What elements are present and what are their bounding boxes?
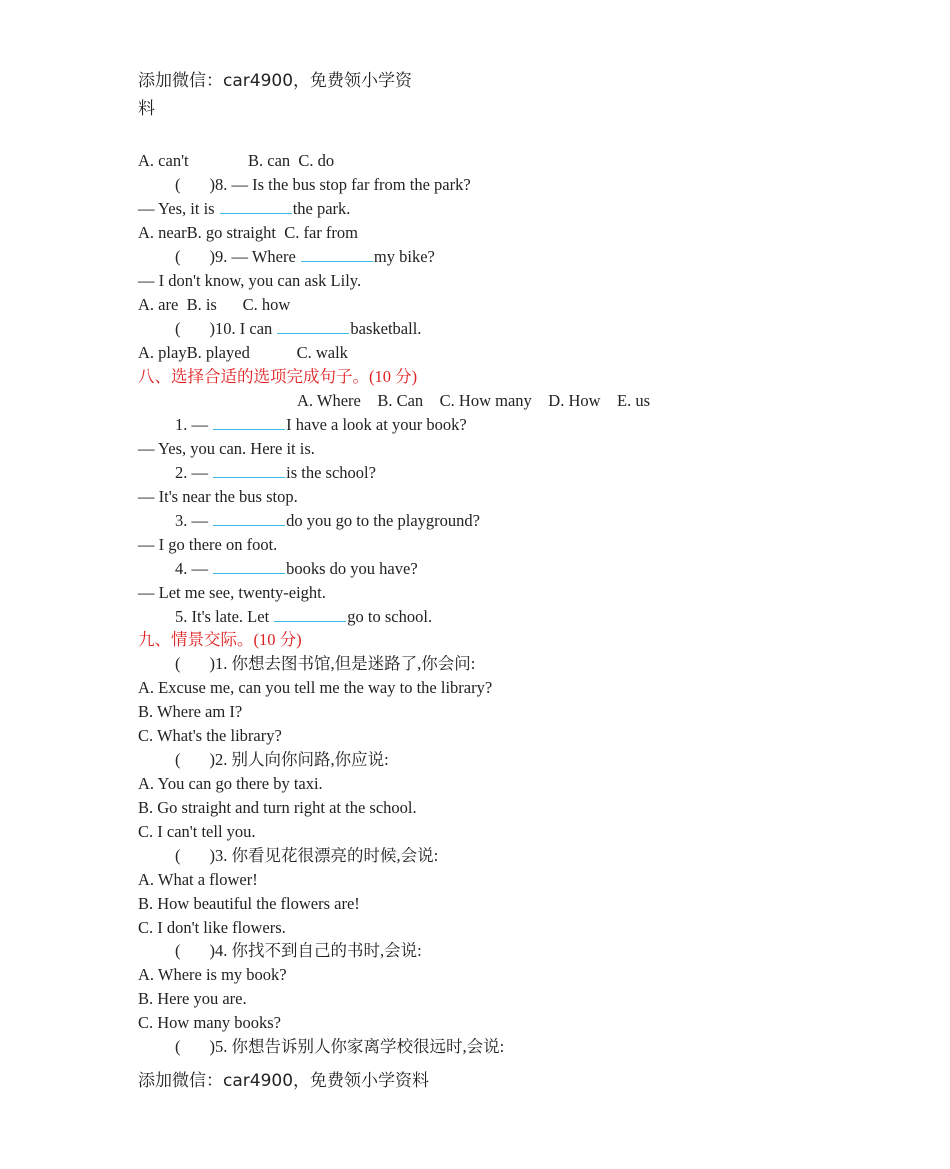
section8-title: 八、选择合适的选项完成句子。(10 分) <box>138 367 418 386</box>
fill-blank[interactable] <box>220 198 292 214</box>
fill-blank[interactable] <box>213 510 285 526</box>
section8-options: A. Where B. Can C. How many D. How E. us <box>297 391 651 410</box>
section8-item-4: 4. — books do you have? <box>175 559 418 578</box>
q9-answer: — I don't know, you can ask Lily. <box>138 271 362 290</box>
q7-option-c: C. do <box>298 151 335 170</box>
answer-paren[interactable] <box>175 940 215 962</box>
section9-item-3-option-c: C. I don't like flowers. <box>138 918 286 937</box>
watermark-bottom: 添加微信：car4900，免费领小学资料 <box>138 1071 430 1091</box>
section8-item-3: 3. — do you go to the playground? <box>175 511 480 530</box>
section9-item-2-option-c: C. I can't tell you. <box>138 822 256 841</box>
section9-item-4-option-a: A. Where is my book? <box>138 965 287 984</box>
q7-options <box>138 150 334 172</box>
section9-item-2-option-b: B. Go straight and turn right at the school. <box>138 798 417 817</box>
watermark-top-line2: 料 <box>138 99 155 119</box>
answer-paren[interactable] <box>175 653 215 675</box>
section8-item-1: 1. — I have a look at your book? <box>175 415 467 434</box>
q7-option-b: B. can <box>248 151 291 170</box>
section8-item-2-answer: — It's near the bus stop. <box>138 487 298 506</box>
section8-item-1-answer: — Yes, you can. Here it is. <box>138 439 315 458</box>
section9-item-4-option-c: C. How many books? <box>138 1013 281 1032</box>
q8-question: ( )8. — Is the bus stop far from the park? <box>175 174 471 196</box>
fill-blank[interactable] <box>274 606 346 622</box>
section9-item-5: ( )5. 你想告诉别人你家离学校很远时,会说: <box>175 1036 504 1058</box>
answer-paren[interactable] <box>175 318 215 340</box>
q8-answer: — Yes, it is the park. <box>138 199 351 218</box>
section9-item-4: ( )4. 你找不到自己的书时,会说: <box>175 940 422 962</box>
q8-options: A. nearB. go straight C. far from <box>138 223 358 242</box>
section9-item-4-option-b: B. Here you are. <box>138 989 247 1008</box>
section9-item-2: ( )2. 别人向你问路,你应说: <box>175 749 389 771</box>
section8-item-4-answer: — Let me see, twenty-eight. <box>138 583 326 602</box>
section9-item-2-option-a: A. You can go there by taxi. <box>138 774 323 793</box>
fill-blank[interactable] <box>213 414 285 430</box>
q7-option-a: A. can't <box>138 151 189 170</box>
watermark-top-line1: 添加微信：car4900，免费领小学资 <box>138 71 413 91</box>
section8-item-5: 5. It's late. Let go to school. <box>175 607 433 626</box>
answer-paren[interactable] <box>175 1036 215 1058</box>
q10-question: ( )10. I can basketball. <box>175 318 421 340</box>
q9-question: ( )9. — Where my bike? <box>175 246 435 268</box>
fill-blank[interactable] <box>277 318 349 334</box>
fill-blank[interactable] <box>213 462 285 478</box>
answer-paren[interactable] <box>175 246 215 268</box>
answer-paren[interactable] <box>175 174 215 196</box>
answer-paren[interactable] <box>175 749 215 771</box>
section9-item-3-option-b: B. How beautiful the flowers are! <box>138 894 360 913</box>
q10-options: A. playB. played C. walk <box>138 343 348 362</box>
section9-title: 九、情景交际。(10 分) <box>138 630 302 649</box>
section9-item-1-option-c: C. What's the library? <box>138 726 282 745</box>
section9-item-1: ( )1. 你想去图书馆,但是迷路了,你会问: <box>175 653 475 675</box>
answer-paren[interactable] <box>175 845 215 867</box>
section9-item-3-option-a: A. What a flower! <box>138 870 258 889</box>
fill-blank[interactable] <box>213 558 285 574</box>
section8-item-3-answer: — I go there on foot. <box>138 535 278 554</box>
section9-item-1-option-b: B. Where am I? <box>138 702 243 721</box>
section9-item-3: ( )3. 你看见花很漂亮的时候,会说: <box>175 845 438 867</box>
fill-blank[interactable] <box>301 246 373 262</box>
q9-options: A. are B. is C. how <box>138 295 291 314</box>
section8-item-2: 2. — is the school? <box>175 463 376 482</box>
section9-item-1-option-a: A. Excuse me, can you tell me the way to the library? <box>138 678 493 697</box>
